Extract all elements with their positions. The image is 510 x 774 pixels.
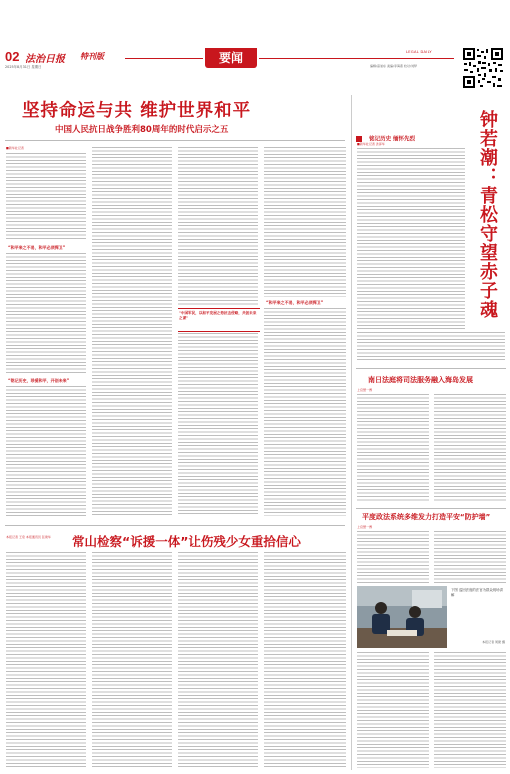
lead-headline: 坚持命运与共 维护世界和平 [22,101,252,121]
story3-body-col-1 [357,531,429,583]
story3-body-col-1b [357,652,429,768]
paper-name: 法治日报 [25,54,65,65]
date-line: 2025年8月31日 星期日 [5,65,42,69]
story3-body-col-2b [434,652,506,768]
lead-body-col-4 [264,147,346,297]
lead-pull-quote: “和平来之不易，和平必须捍卫” [8,245,66,250]
history-column-label: 铭记历史 缅怀先烈 [369,136,416,143]
commentary-pull: "中国军民，以和平发展之势抗击侵略，共创未来之谋" [179,311,257,320]
right-rule-2 [356,508,506,509]
masthead [0,0,510,70]
bottom-body-col-1 [6,552,86,768]
bottom-body-col-4 [264,552,346,768]
bottom-story-rule [5,525,345,526]
edition-name: 特刊版 [80,52,104,61]
history-byline: ■新华社记者 洪泽华 [357,142,385,146]
lead-body-col-4b [264,308,346,516]
photo-caption: 下图 巡回法庭的法官为群众现场讲解 [451,588,503,597]
story2-headline: 南日法庭将司法服务融入海岛发展 [368,376,473,384]
story2-body-col-1 [357,394,429,502]
masthead-rule-right [259,58,454,59]
history-column-tag [356,128,456,143]
lead-byline: ■新华社记者 [6,146,24,150]
lead-body-col-2 [92,147,172,516]
lead-pull-quote-2: “铭记历史，珍爱和平，开创未来” [8,378,70,383]
lead-rule [5,140,345,141]
lead-body-col-1b [6,253,86,375]
story2-byline: 上官慧一博 [357,388,373,392]
section-label: 要闻 [218,51,243,65]
page-column-divider [351,95,352,770]
story3-headline: 平度政法系统多维发力打造平安“防护墙” [362,513,491,521]
lead-body-col-1 [6,153,86,241]
lead-inline-quote: “和平来之不易，和平必须捍卫” [266,300,324,305]
story3-byline: 上官慧一博 [357,525,373,529]
history-vertical-title: 钟若潮：青松守望赤子魂 [477,110,498,319]
story3-body-col-2 [434,531,506,583]
lead-body-col-3 [178,147,258,307]
bottom-headline: 常山检察“诉援一体”让伤残少女重拾信心 [72,534,301,549]
commentary-box [178,308,260,332]
bottom-body-col-2 [92,552,172,768]
edition-tag: LEGAL DAILY [406,50,432,54]
right-rule-1 [356,368,506,369]
page-number: 02 [5,49,20,64]
staff-line: 编辑/高旭东 美编/李海燕 校对/刘梦 [370,64,417,68]
lead-inline-head [266,300,346,306]
lead-body-col-3b [178,333,258,516]
lead-subhead: 中国人民抗日战争胜利80周年的时代启示之五 [55,125,229,135]
flag-icon [356,136,362,142]
photo-credit: 本报记者 周捷 摄 [482,640,505,644]
bottom-byline: 本报记者 王泉 本报通讯员 张建华 [6,535,51,539]
history-body-2 [357,332,505,362]
section-tab [205,48,257,68]
story2-body-col-2 [434,394,506,502]
bottom-body-col-3 [178,552,258,768]
court-photo [357,586,447,648]
masthead-rule-left [125,58,203,59]
lead-body-col-1c [6,386,86,516]
history-body-1 [357,148,465,330]
qr-code [462,47,504,89]
